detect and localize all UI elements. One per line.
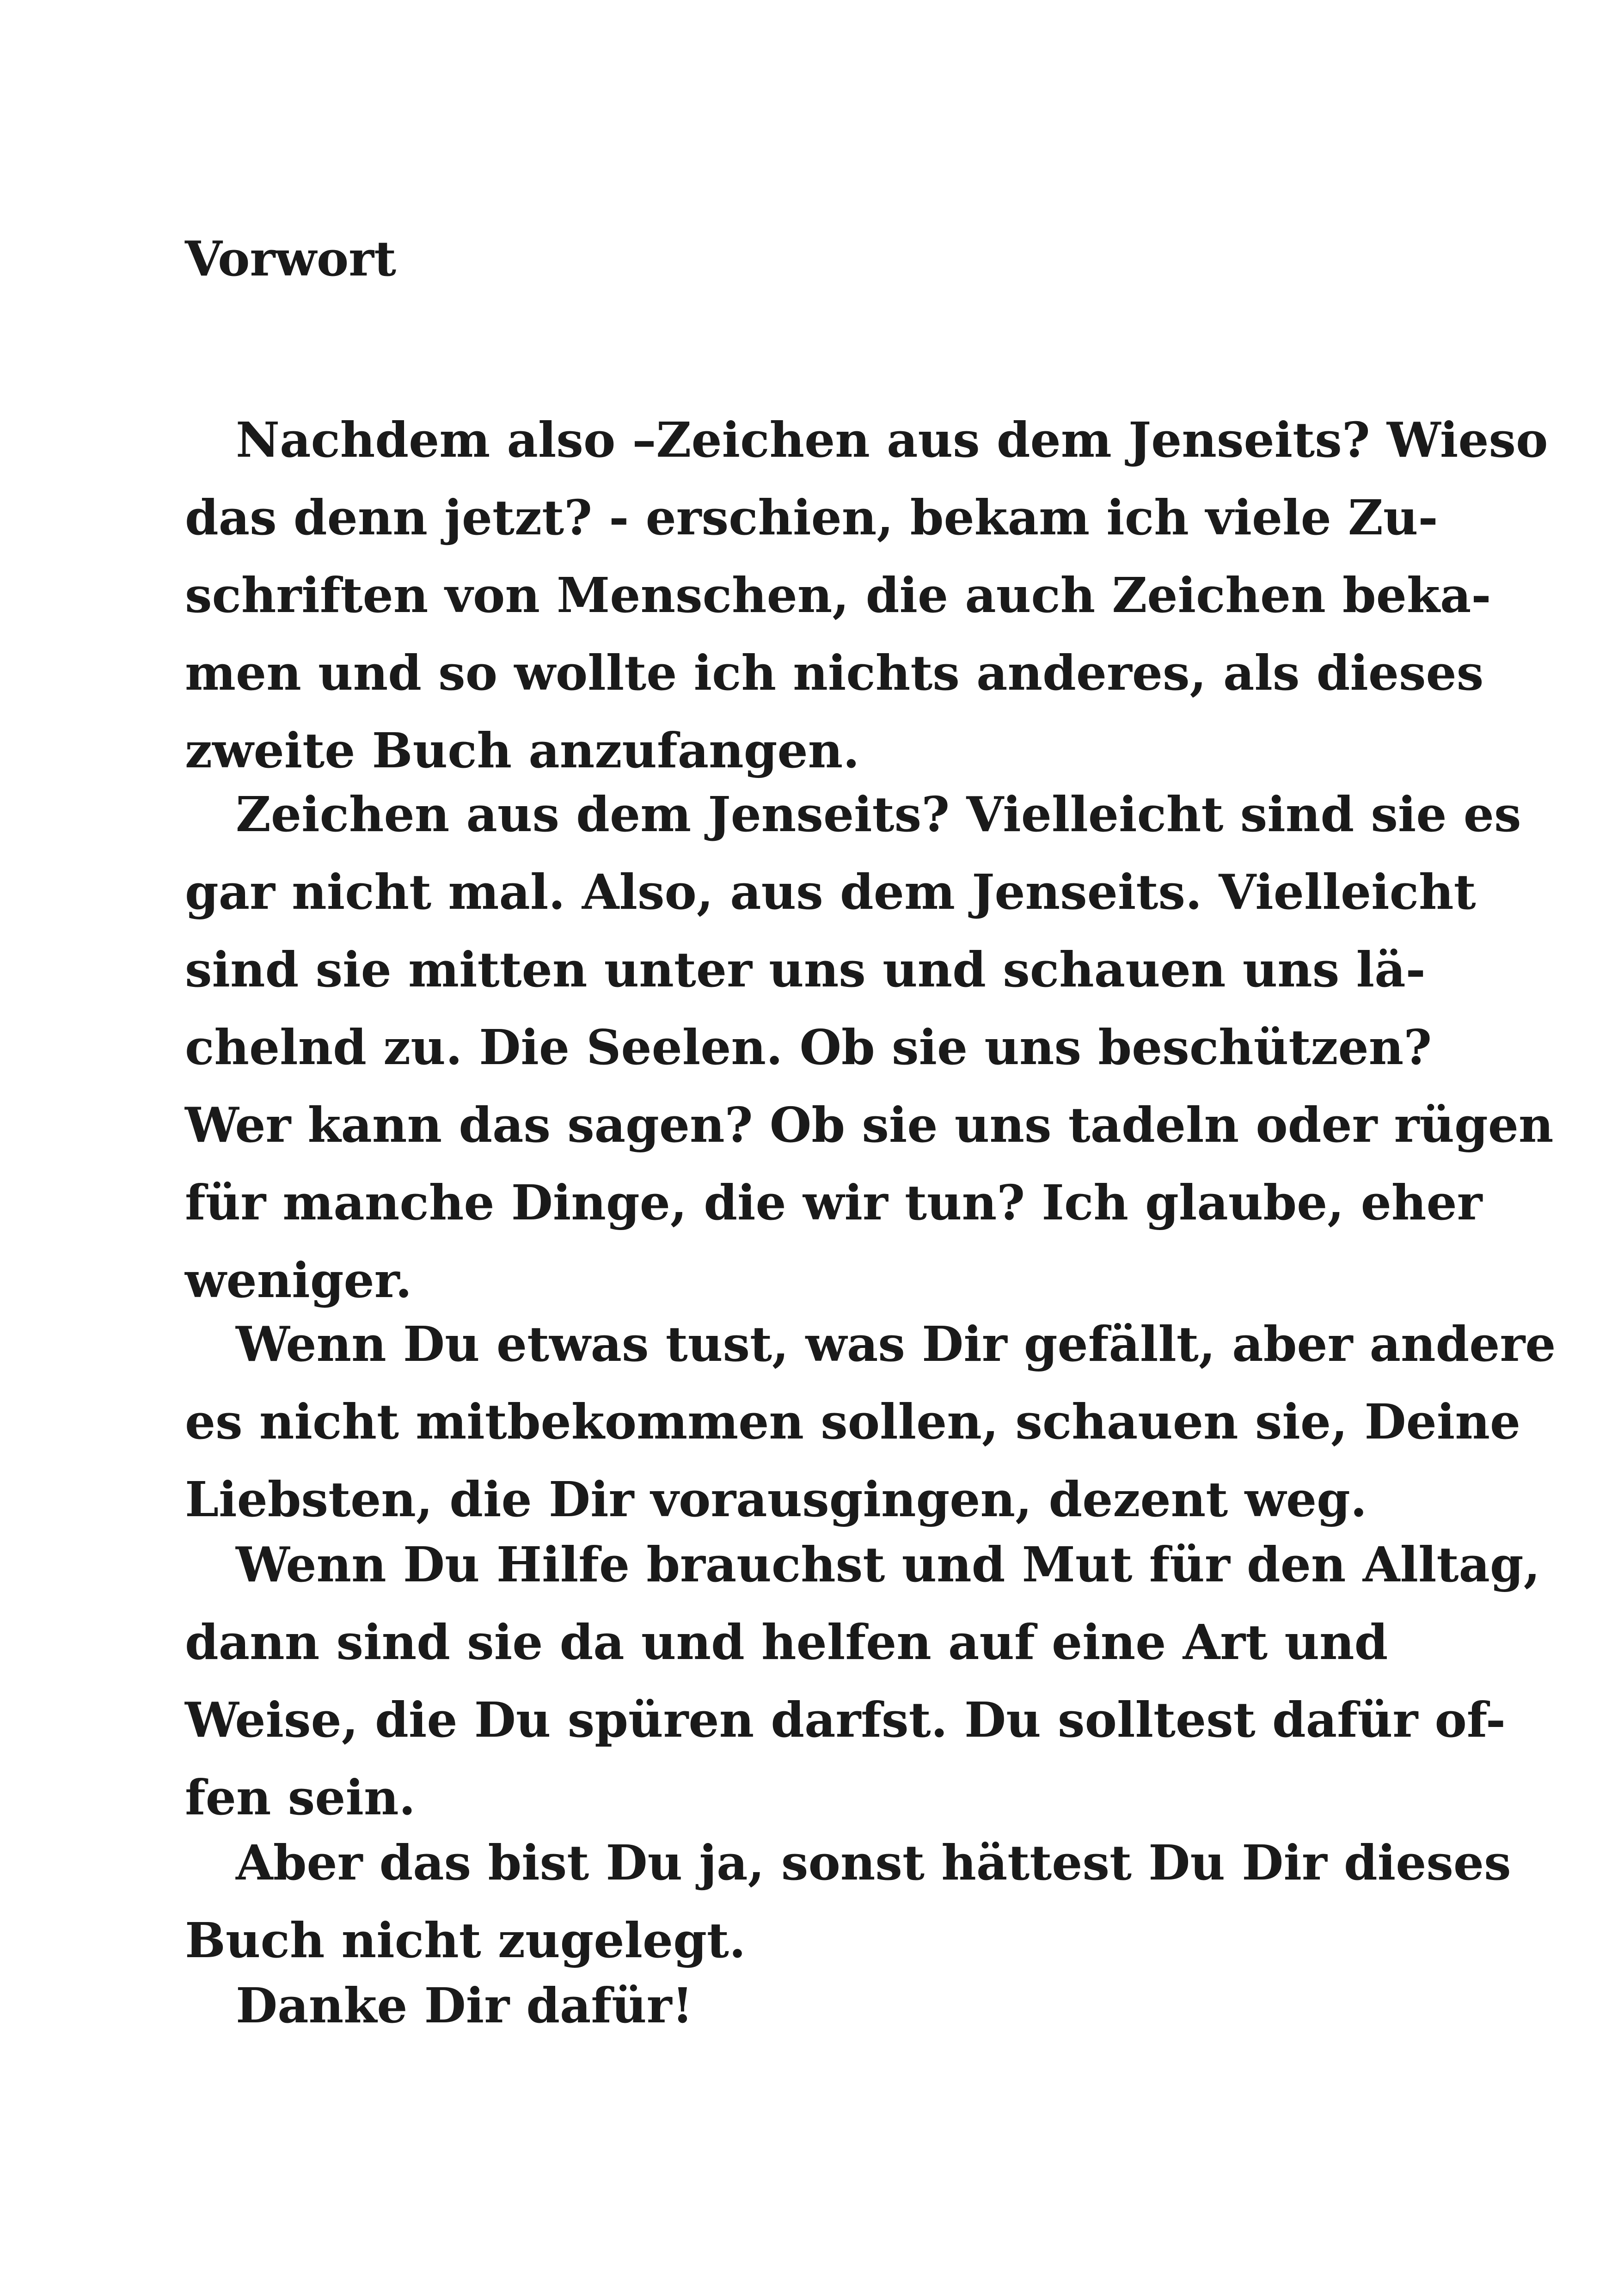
- paragraph-4-line-1: Wenn Du Hilfe brauchst und Mut für den Alltag,: [236, 1536, 1540, 1593]
- paragraph-2-line-3: sind sie mitten unter uns und schauen uns lä-: [185, 941, 1426, 998]
- paragraph-4-line-3: Weise, die Du spüren darfst. Du solltest dafür of-: [185, 1691, 1506, 1748]
- paragraph-2-line-6: für manche Dinge, die wir tun? Ich glaube, eher: [185, 1174, 1483, 1231]
- paragraph-4-line-4: fen sein.: [185, 1769, 416, 1826]
- paragraph-1-line-1: Nachdem also –Zeichen aus dem Jenseits? Wieso: [236, 411, 1548, 468]
- paragraph-3-line-3: Liebsten, die Dir vorausgingen, dezent weg.: [185, 1471, 1367, 1528]
- paragraph-3-line-2: es nicht mitbekommen sollen, schauen sie, Deine: [185, 1393, 1521, 1450]
- paragraph-5-line-2: Buch nicht zugelegt.: [185, 1912, 746, 1969]
- paragraph-1-line-2: das denn jetzt? - erschien, bekam ich viele Zu-: [185, 489, 1438, 546]
- paragraph-3-line-1: Wenn Du etwas tust, was Dir gefällt, aber andere: [236, 1316, 1556, 1372]
- paragraph-4-line-2: dann sind sie da und helfen auf eine Art und: [185, 1614, 1388, 1671]
- page-title: Vorwort: [185, 230, 397, 287]
- paragraph-2-line-1: Zeichen aus dem Jenseits? Vielleicht sind sie es: [236, 786, 1521, 843]
- paragraph-6-line-1: Danke Dir dafür!: [236, 1977, 693, 2034]
- paragraph-2-line-7: weniger.: [185, 1252, 412, 1309]
- paragraph-2-line-2: gar nicht mal. Also, aus dem Jenseits. Vielleicht: [185, 863, 1476, 920]
- paragraph-1-line-3: schriften von Menschen, die auch Zeichen beka-: [185, 567, 1491, 624]
- paragraph-1-line-5: zweite Buch anzufangen.: [185, 722, 860, 779]
- paragraph-2-line-4: chelnd zu. Die Seelen. Ob sie uns beschützen?: [185, 1019, 1432, 1076]
- paragraph-5-line-1: Aber das bist Du ja, sonst hättest Du Dir dieses: [236, 1834, 1511, 1891]
- paragraph-2-line-5: Wer kann das sagen? Ob sie uns tadeln oder rügen: [185, 1096, 1554, 1153]
- paragraph-1-line-4: men und so wollte ich nichts anderes, als dieses: [185, 644, 1484, 701]
